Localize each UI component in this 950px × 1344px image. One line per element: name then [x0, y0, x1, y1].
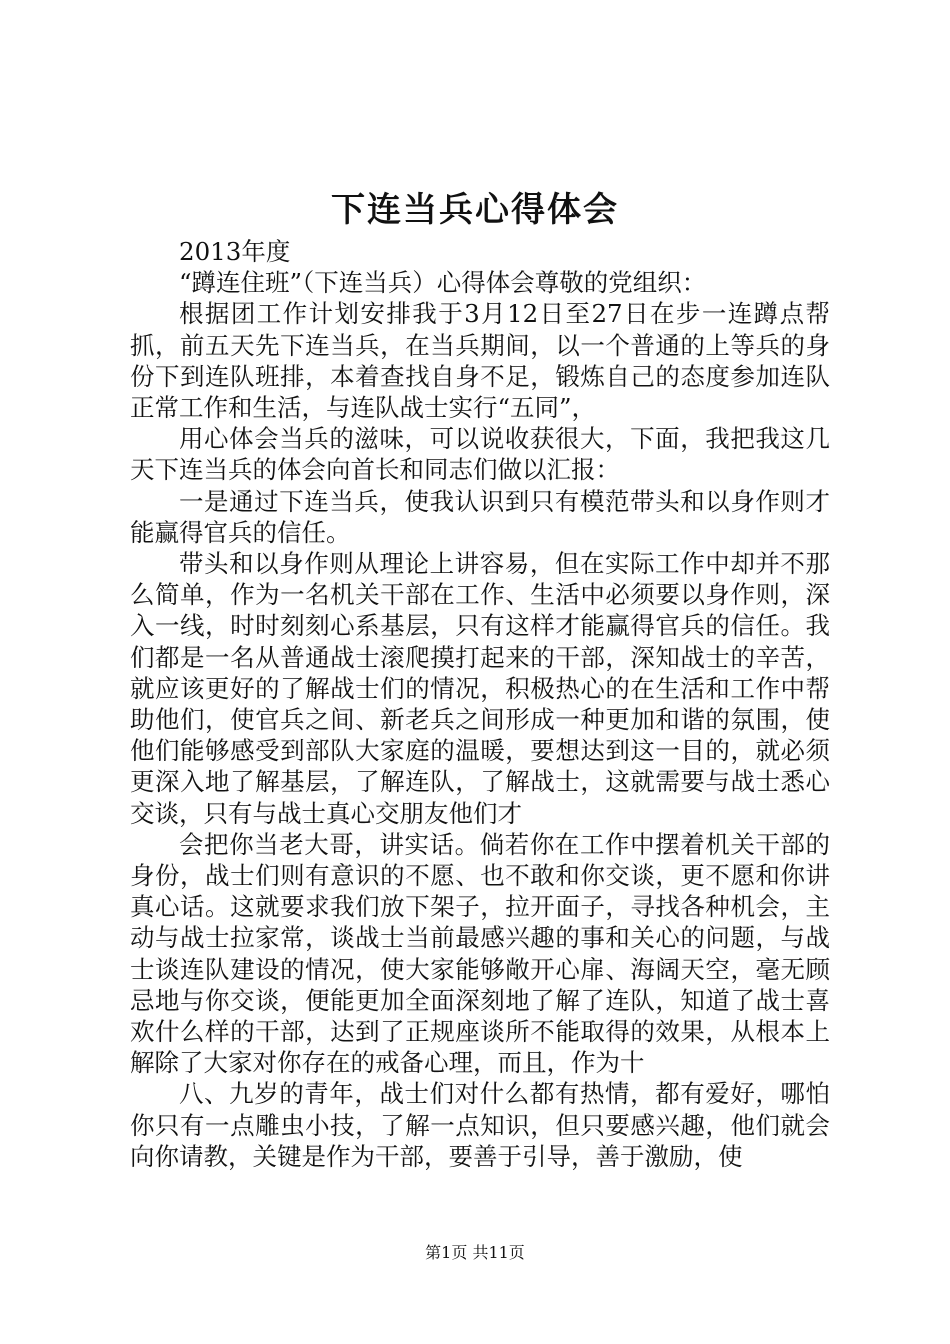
- document-title: 下连当兵心得体会: [331, 190, 619, 230]
- paragraph-salutation: “蹲连住班”（下连当兵）心得体会尊敬的党组织：: [179, 268, 707, 298]
- paragraph-year: 2013年度: [179, 237, 291, 266]
- paragraph-body: 一是通过下连当兵，使我认识到只有模范带头和以身作则才能赢得官兵的信任。: [130, 486, 830, 547]
- paragraph-body: 八、九岁的青年，战士们对什么都有热情，都有爱好，哪怕你只有一点雕虫小技，了解一点知识，但只要感兴趣，他们就会向你请教，关键是作为干部，要善于引导，善于激励，使: [130, 1079, 830, 1171]
- document-body: [130, 236, 830, 1172]
- paragraph-body: 用心体会当兵的滋味，可以说收获很大，下面，我把我这几天下连当兵的体会向首长和同志们做以汇报：: [130, 424, 830, 485]
- paragraph-body: 带头和以身作则从理论上讲容易，但在实际工作中却并不那么简单，作为一名机关干部在工作、生活中必须要以身作则，深入一线，时时刻刻心系基层，只有这样才能赢得官兵的信任。我们都是一名从普通战士滚爬摸打起来的干部，深知战士的辛苦，就应该更好的了解战士们的情况，积极热心的在生活和工作中帮助他们，使官兵之间、新老兵之间形成一种更加和谐的氛围，使他们能够感受到部队大家庭的温暖，要想达到这一目的，就必须更深入地了解基层，了解连队，了解战士，这就需要与战士悉心交谈，只有与战士真心交朋友他们才: [130, 549, 830, 828]
- paragraph-body: 根据团工作计划安排我于3月12日至27日在步一连蹲点帮抓，前五天先下连当兵，在当兵期间，以一个普通的上等兵的身份下到连队班排，本着查找自身不足，锻炼自己的态度参加连队正常工作和生活，与连队战士实行“五同”，: [130, 299, 830, 423]
- paragraph-body: 会把你当老大哥，讲实话。倘若你在工作中摆着机关干部的身份，战士们则有意识的不愿、也不敢和你交谈，更不愿和你讲真心话。这就要求我们放下架子，拉开面子，寻找各种机会，主动与战士拉家常，谈战士当前最感兴趣的事和关心的问题，与战士谈连队建设的情况，使大家能够敞开心扉、海阔天空，毫无顾忌地与你交谈，便能更加全面深刻地了解了连队，知道了战士喜欢什么样的干部，达到了正规座谈所不能取得的效果，从根本上解除了大家对你存在的戒备心理，而且，作为十: [130, 829, 830, 1078]
- page-number: 第1页 共11页: [425, 1243, 525, 1262]
